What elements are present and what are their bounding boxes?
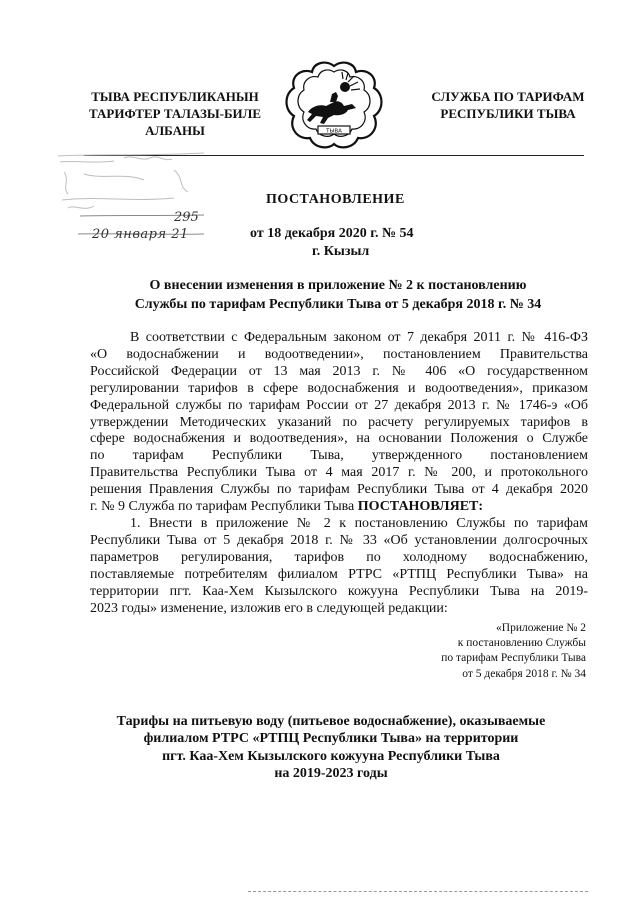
registration-date: 20 января 21 [92,227,189,242]
body-line-text: г. № 9 Служба по тарифам Республики Тыва [90,499,355,515]
annex-line: «Приложение № 2 [496,622,586,634]
annex-reference [400,621,586,682]
decree-resolves: ПОСТАНОВЛЯЕТ: [357,499,484,515]
tariff-title-line: пгт. Каа-Хем Кызылского кожууна Республики Тыва [162,748,500,764]
body-line: решения Правления Службы по тарифам Республики Тыва от 4 декабря 2020 [90,482,588,498]
header-right-line: РЕСПУБЛИКИ ТЫВА [440,106,576,121]
decree-body [90,330,588,617]
decree-title: ПОСТАНОВЛЕНИЕ [266,192,405,207]
header-agency-russian [408,88,608,122]
annex-line: от 5 декабря 2018 г. № 34 [462,667,586,680]
subject-line: О внесении изменения в приложение № 2 к постановлению [149,278,527,293]
body-line: сфере водоснабжения и водоотведения», на основании Положения о Службе [90,431,588,447]
decree-date-number: от 18 декабря 2020 г. № 54 [250,226,414,241]
tariff-title-line: Тарифы на питьевую воду (питьевое водоснабжение), оказываемые [116,714,546,729]
body-line: В соответствии с Федеральным законом от 7 декабря 2011 г. № 416-ФЗ [130,330,588,345]
body-line: «О водоснабжении и водоотведении», постановлением Правительства [90,346,588,362]
scan-edge-mark [248,891,588,892]
registration-number: 295 [174,210,199,225]
tariff-title-line: филиалом РТРС «РТПЦ Республики Тыва» на территории [143,731,519,747]
body-line-final [90,499,588,516]
body-line: Российской Федерации от 13 мая 2013 г. № 406 «О государственном [90,363,588,379]
tariff-title-line: на 2019-2023 годы [274,766,388,782]
body-line: утверждении Методических указаний по расчету регулируемых тарифов в [90,414,588,430]
body-line: по тарифам Республики Тыва, утвержденного постановлением [90,448,588,464]
body-line: Правительства Республики Тыва от 4 мая 2017 г. № 200, и протокольного [90,465,588,481]
item-line: Республики Тыва от 5 декабря 2018 г. № 33 «Об установлении долгосрочных [90,532,588,548]
decree-city: г. Кызыл [312,244,370,259]
item-line: 2023 годы» изменение, изложив его в следующей редакции: [90,600,448,616]
header-agency-tuvan [70,88,280,139]
body-line: регулировании тарифов в сфере водоснабжения и водоотведения», приказом [90,380,588,396]
subject-line: Службы по тарифам Республики Тыва от 5 декабря 2018 г. № 34 [134,297,542,312]
item-line: территории пгт. Каа-Хем Кызылского кожууна Республики Тыва на 2019- [90,583,588,599]
item-line: параметров регулирования, тарифов по холодному водоснабжению, [90,549,588,565]
item-line: 1. Внести в приложение № 2 к постановлению Службы по тарифам [130,515,588,531]
header-left-line: ТЫВА РЕСПУБЛИКАНЫН [91,89,259,104]
annex-line: к постановлению Службы [457,637,586,650]
tariff-table-title [96,713,566,783]
annex-line: по тарифам Республики Тыва [441,652,586,665]
tuva-coat-of-arms-icon [282,60,386,150]
header-left-line: АЛБАНЫ [145,123,205,138]
svg-text:ТЫВА: ТЫВА [326,128,342,135]
header-right-line: СЛУЖБА ПО ТАРИФАМ [431,89,585,104]
item-line: поставляемые потребителям филиалом РТРС «РТПЦ Республики Тыва» на [90,566,588,582]
header-left-line: ТАРИФТЕР ТАЛАЗЫ-БИЛЕ [88,106,262,121]
decree-subject [108,276,568,314]
body-line: Федеральной службы по тарифам России от 27 декабря 2013 г. № 1746-э «Об [90,397,588,413]
